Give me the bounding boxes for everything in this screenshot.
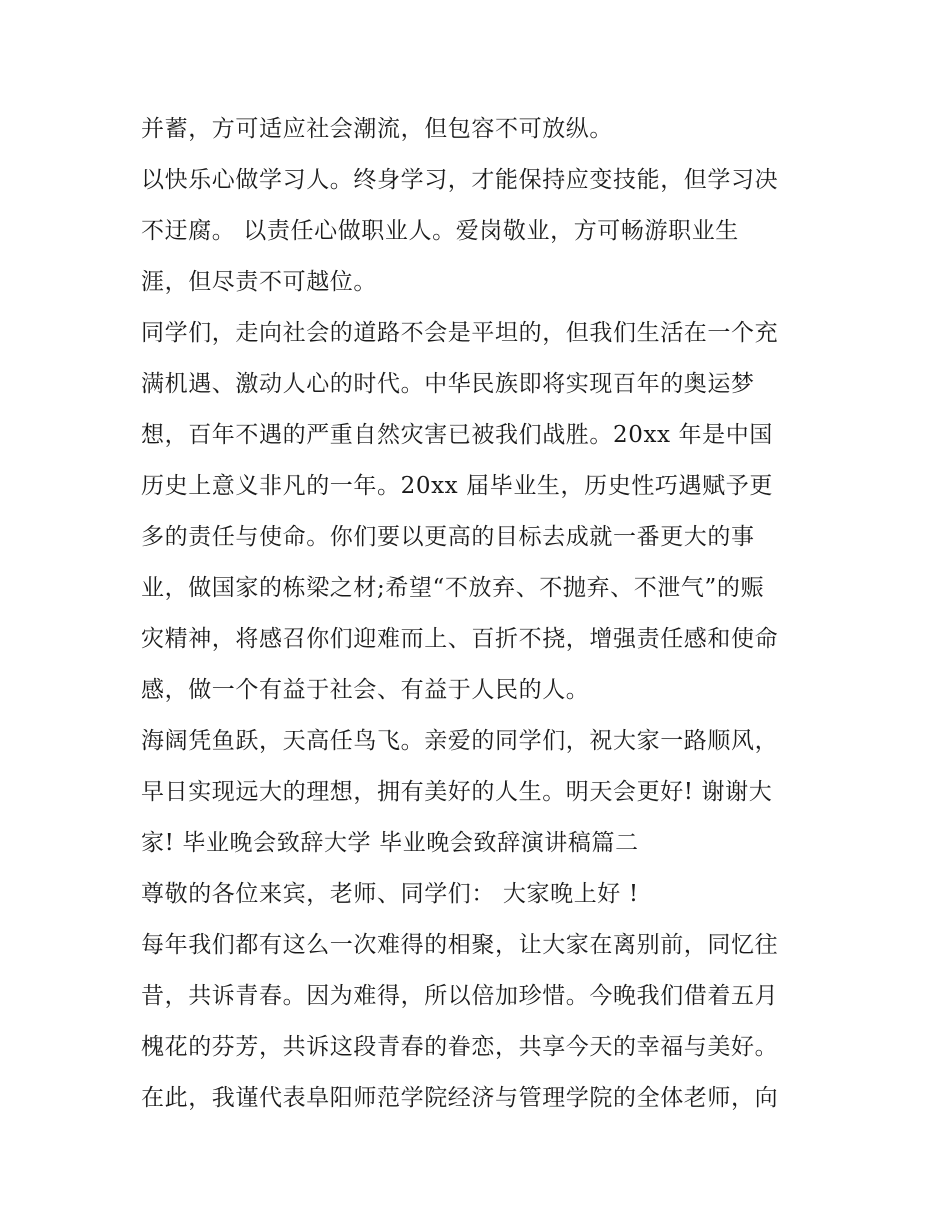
document-body: [141, 104, 821, 1124]
text-line: 家! 毕业晚会致辞大学 毕业晚会致辞演讲稿篇二: [141, 830, 639, 856]
text-line: 昔，共诉青春。因为难得，所以倍加珍惜。今晚我们借着五月: [141, 983, 779, 1009]
text-line: 不迂腐。 以责任心做职业人。爱岗敬业，方可畅游职业生: [141, 218, 739, 244]
text-line: 槐花的芬芳，共诉这段青春的眷恋，共享今天的幸福与美好。: [141, 1034, 779, 1060]
text-line: 在此，我谨代表阜阳师范学院经济与管理学院的全体老师，向: [141, 1085, 779, 1111]
text-line: 并蓄，方可适应社会潮流，但包容不可放纵。: [141, 116, 613, 142]
text-line: 想，百年不遇的严重自然灾害已被我们战胜。20xx 年是中国: [141, 422, 773, 448]
text-line: 感，做一个有益于社会、有益于人民的人。: [141, 677, 590, 703]
text-line: 涯，但尽责不可越位。: [141, 269, 377, 295]
text-line: 以快乐心做学习人。终身学习，才能保持应变技能，但学习决: [141, 167, 779, 193]
text-line: 每年我们都有这么一次难得的相聚，让大家在离别前，同忆往: [141, 932, 779, 958]
text-line: 尊敬的各位来宾，老师、同学们： 大家晚上好 !: [141, 881, 639, 907]
text-line: 灾精神，将感召你们迎难而上、百折不挠，增强责任感和使命: [141, 626, 779, 652]
text-line: 同学们，走向社会的道路不会是平坦的，但我们生活在一个充: [141, 320, 779, 346]
text-line: 海阔凭鱼跃，天高任鸟飞。亲爱的同学们，祝大家一路顺风，: [141, 728, 779, 754]
text-line: 满机遇、激动人心的时代。中华民族即将实现百年的奥运梦: [141, 371, 755, 397]
text-line: 早日实现远大的理想，拥有美好的人生。明天会更好! 谢谢大: [141, 779, 773, 805]
text-line: 历史上意义非凡的一年。20xx 届毕业生，历史性巧遇赋予更: [141, 473, 773, 499]
text-line: 多的责任与使命。你们要以更高的目标去成就一番更大的事: [141, 524, 755, 550]
text-line: 业，做国家的栋梁之材;希望“不放弃、不抛弃、不泄气”的赈: [141, 575, 765, 601]
